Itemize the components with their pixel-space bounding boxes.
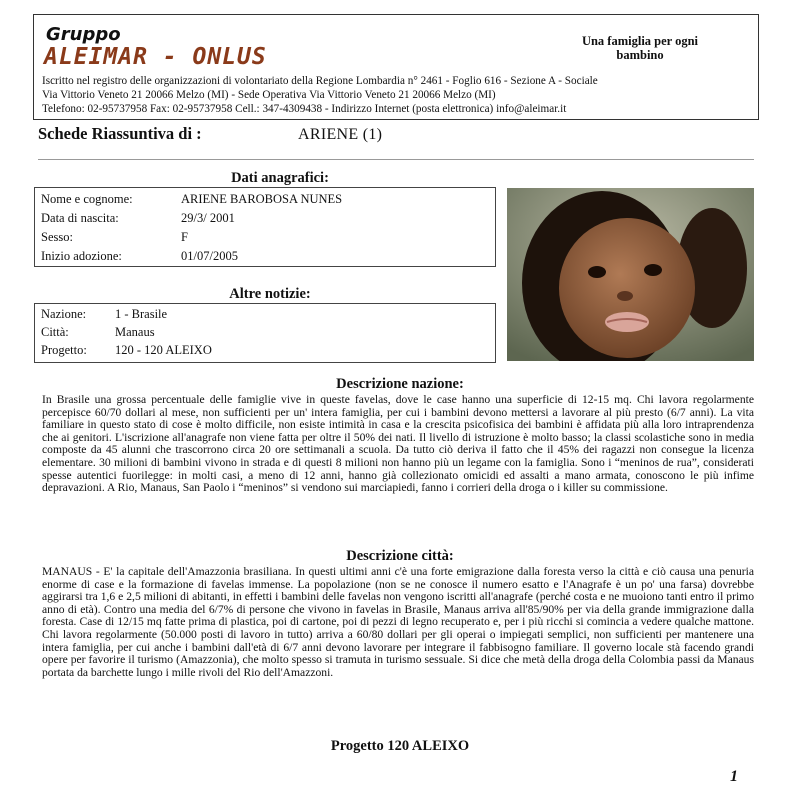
label-sex: Sesso:: [41, 230, 73, 244]
label-birth-date: Data di nascita:: [41, 211, 119, 225]
registration-line: Iscritto nel registro delle organizzazioni di volontariato della Regione Lombardia n° 2461 - Foglio 616 - Sezione A - Sociale: [42, 75, 598, 87]
value-sex: F: [181, 230, 188, 244]
value-project: 120 - 120 ALEIXO: [115, 343, 212, 357]
value-full-name: ARIENE BAROBOSA NUNES: [181, 192, 343, 206]
personal-data-box: [34, 187, 496, 267]
divider: [38, 159, 754, 160]
label-project: Progetto:: [41, 343, 87, 357]
label-city: Città:: [41, 325, 69, 339]
value-city: Manaus: [115, 325, 155, 339]
child-photo-illustration: [507, 188, 754, 361]
org-group-label: Gruppo: [46, 24, 121, 45]
org-name-logo: ALEIMAR - ONLUS: [44, 44, 267, 70]
label-adoption-start: Inizio adozione:: [41, 249, 122, 263]
contact-line: Telefono: 02-95737958 Fax: 02-95737958 Cell.: 347-4309438 - Indirizzo Internet (posta elettronica) info@aleimar.it: [42, 103, 567, 115]
child-photo: [507, 188, 754, 361]
personal-data-title: Dati anagrafici:: [231, 170, 329, 186]
project-title: Progetto 120 ALEIXO: [330, 738, 470, 754]
value-nation: 1 - Brasile: [115, 307, 168, 321]
other-info-box: [34, 303, 496, 363]
label-nation: Nazione:: [41, 307, 87, 321]
value-birth-date: 29/3/ 2001: [181, 211, 235, 225]
address-line: Via Vittorio Veneto 21 20066 Melzo (MI) - Sede Operativa Via Vittorio Veneto 21 20066 Melzo (MI): [42, 89, 496, 101]
child-name-title: ARIENE (1): [298, 126, 383, 143]
value-adoption-start: 01/07/2005: [181, 249, 238, 263]
nation-description-text: In Brasile una grossa percentuale delle famiglie vive in queste favelas, dove le case hanno una superficie di 12-15 mq. Chi lavora regolarmente percepisce 60/70 dollari al mese, non sufficienti per un' intera famiglia, per cui i bambini devono mettersi a lavorare al più presto (6/7 anni). La vita familiare in questo stato di cose è molto difficile, non esiste intimità in casa e la crescita psicofisica dei bambini è affidata più alla loro intraprendenza che ai genitori. L'iscrizione all'anagrafe non viene fatta per oltre il 50% dei nati. Il livello di istruzione è molto basso; la classi scolastiche sono in media composte da 45 alunni che trascorrono circa 20 ore settimanali a scuola. Da tutto ciò deriva il fatto che il 45% dei ragazzi non consegue la licenza elementare. 30 milioni di bambini vivono in strada e di questi 8 milioni non hanno più un legame con la famiglia. Sono i “meninos de rua”, considerati spesse autentici fuorilegge: in molti casi, a meno di 12 anni, hanno già collezionato omicidi ed assalti a mano armata, conoscono le più infime depravazioni. A Rio, Manaus, San Paolo i “meninos” si vendono sui marciapiedi, fanno i corrieri della droga o i killer su commissione.: [42, 393, 754, 495]
city-description-title: Descrizione città:: [346, 548, 454, 564]
label-full-name: Nome e cognome:: [41, 192, 133, 206]
city-description-text: MANAUS - E' la capitale dell'Amazzonia brasiliana. In questi ultimi anni c'è una forte emigrazione dalla foresta verso la città e ciò causa una penuria enorme di case e la formazione di favelas immense. La popolazione (non se ne conosce il numero esatto e l'Anagrafe è un po' una farsa) dovrebbe aggirarsi tra 1,6 e 2,5 milioni di abitanti, in effetti i bambini delle favelas non vengono iscritti all'anagrafe (perché costa e ne muoiono tanti entro il primo anno di età). Contro una media del 6/7% di persone che vivono in favelas in Brasile, Manaus arriva all'85/90% per via della grande immigrazione dalla foresta. Case di 12/15 mq fatte prima di plastica, poi di cartone, poi di pezzi di legno recuperato e, per i più ricchi si comincia a vedere qualche mattone. Chi lavora regolarmente (50.000 posti di lavoro in tutto) arriva a 60/80 dollari per gli operai o impiegati semplici, non sufficienti per mantenere una intera famiglia, per cui anche i bambini dall'età di 6/7 anni devono lavorare per integrare il fabbisogno familiare. Il governo locale stà facendo grandi opere per favorire il turismo (Amazzonia), che molto spesso si tramuta in turismo sessuale. Si dice che metà della droga della Colombia passi da Manaus portata da barchette lungo i mille rivoli del Rio dell'Amazzoni.: [42, 565, 754, 679]
nation-description-title: Descrizione nazione:: [336, 376, 464, 392]
summary-label: Schede Riassuntiva di :: [38, 124, 202, 143]
org-motto: Una famiglia per ogni bambino: [581, 34, 699, 62]
page-number: 1: [730, 768, 738, 785]
other-info-title: Altre notizie:: [229, 286, 311, 302]
